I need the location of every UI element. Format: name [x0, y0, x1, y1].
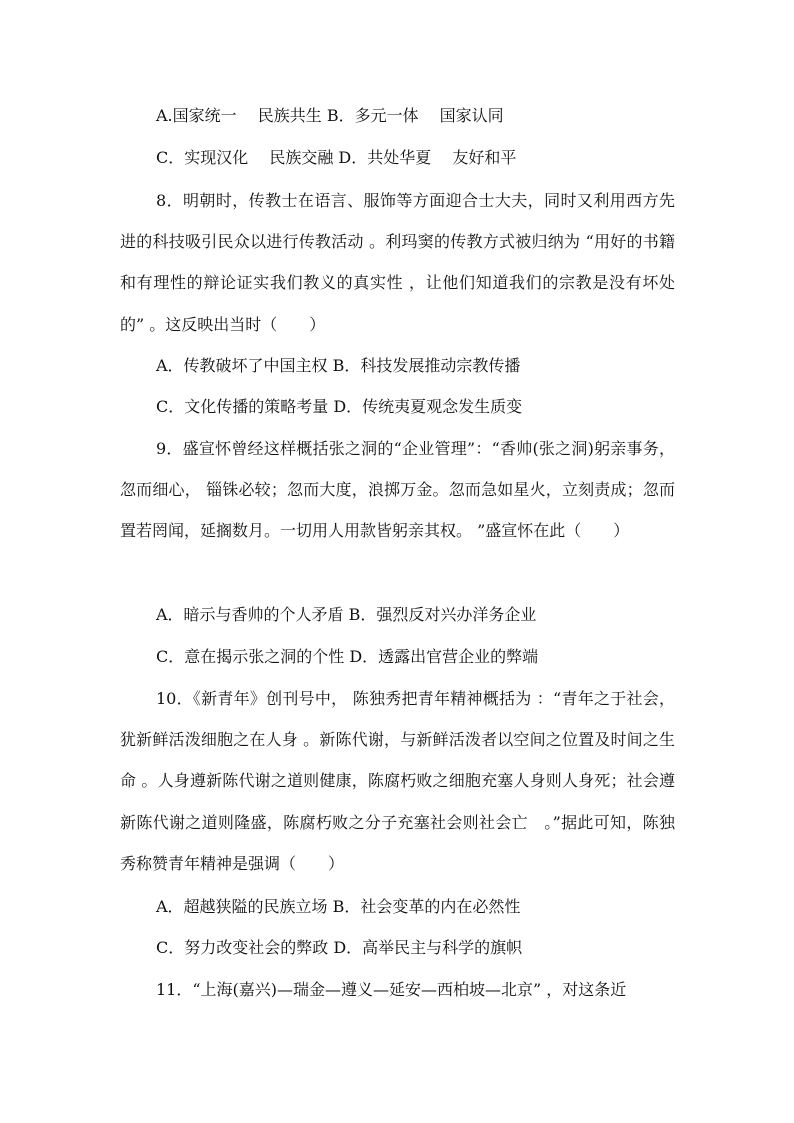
q9-options-ab: A．暗示与香帅的个人矛盾 B．强烈反对兴办洋务企业 — [156, 605, 537, 624]
q10-stem: 10．《新青年》创刊号中， 陈独秀把青年精神概括为 ：“青年之于社会，犹新鲜活泼细胞之在人身 。新陈代谢，与新鲜活泼者以空间之位置及时间之生命 。人身遵新陈代谢之道则健康，陈腐朽败之细胞充塞人身则人身死；社会遵新陈代谢之道则隆盛，陈腐朽败之分子充塞社会则社会亡 。”据此可知，陈独秀称赞青年精神是强调（ ） — [120, 689, 675, 873]
q9-options-cd: C．意在揭示张之洞的个性 D．透露出官营企业的弊端 — [156, 647, 539, 666]
q11-stem: 11．“上海(嘉兴)—瑞金—遵义—延安—西柏坡—北京” ，对这条近 — [156, 980, 627, 999]
q7-options-ab: A.国家统一 民族共生 B．多元一体 国家认同 — [156, 106, 504, 125]
q9-stem: 9．盛宣怀曾经这样概括张之洞的“企业管理”：“香帅(张之洞)躬亲事务，忽而细心， 锱铢必较；忽而大度，浪掷万金。忽而急如星火，立刻责成；忽而置若罔闻，延搁数月。一切用人用款皆躬亲其权。 ”盛宣怀在此（ ） — [120, 439, 675, 541]
q10-options-cd: C．努力改变社会的弊政 D．高举民主与科学的旗帜 — [156, 938, 523, 957]
q8-options-ab: A．传教破坏了中国主权 B．科技发展推动宗教传播 — [156, 356, 521, 375]
q10-options-ab: A．超越狭隘的民族立场 B．社会变革的内在必然性 — [156, 897, 521, 916]
q7-options-cd: C．实现汉化 民族交融 D．共处华夏 友好和平 — [156, 148, 517, 167]
q8-stem: 8．明朝时，传教士在语言、服饰等方面迎合士大夫，同时又利用西方先进的科技吸引民众以进行传教活动 。利玛窦的传教方式被归纳为 “用好的书籍和有理性的辩论证实我们教义的真实性 ，让他们知道我们的宗教是没有坏处的” 。这反映出当时（ ） — [120, 191, 675, 334]
q8-options-cd: C．文化传播的策略考量 D．传统夷夏观念发生质变 — [156, 397, 523, 416]
